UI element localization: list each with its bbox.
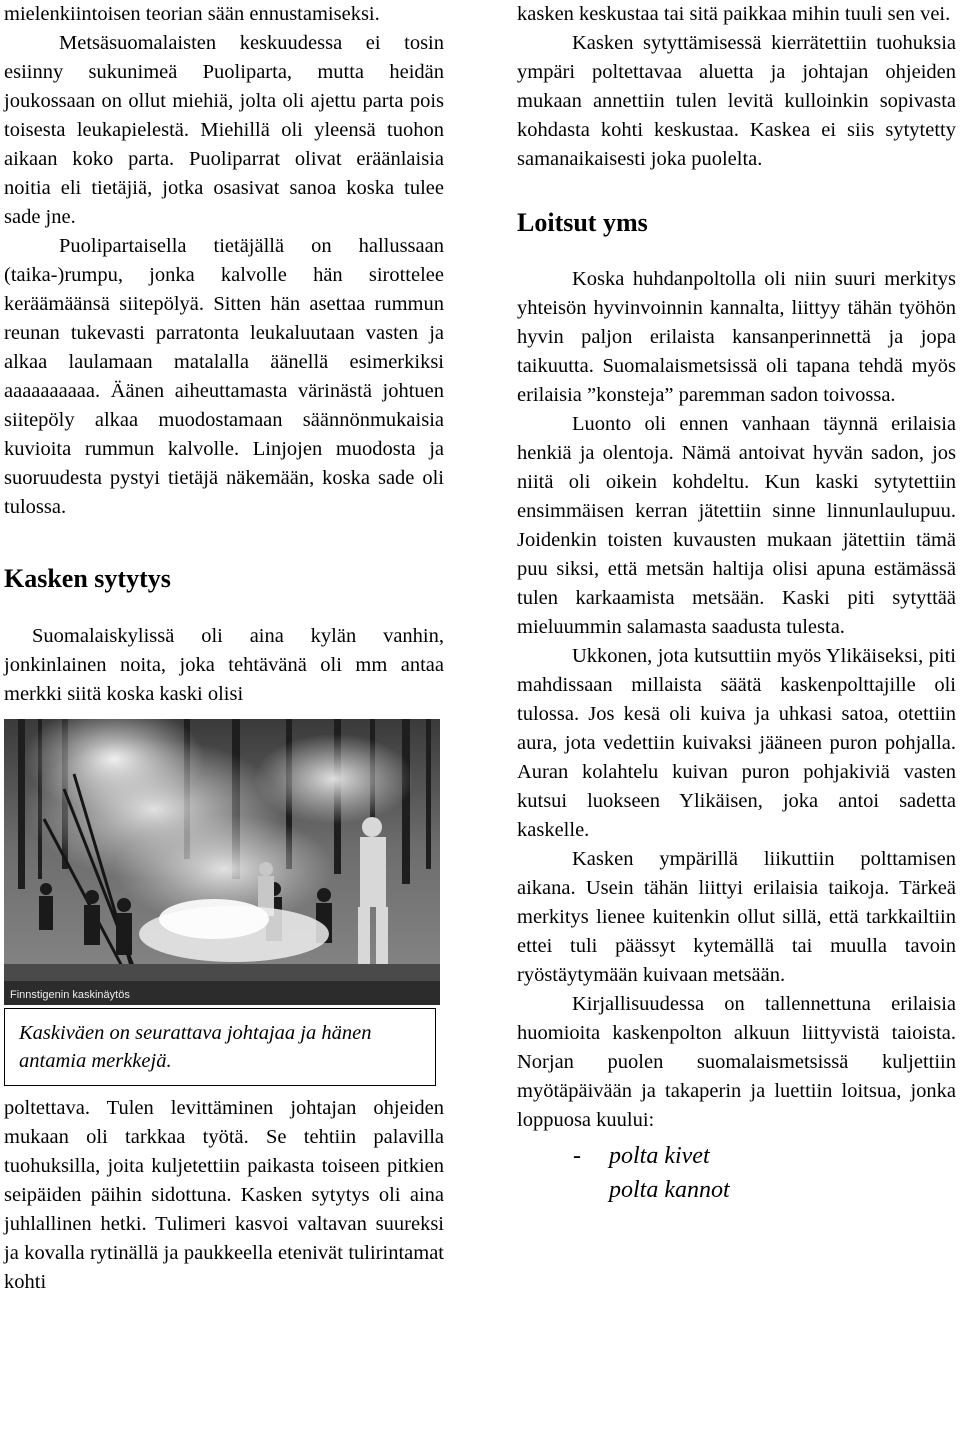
left-column [4, 0, 444, 1297]
photo-image [4, 719, 440, 1005]
paragraph: Luonto oli ennen vanhaan täynnä erilaisia henkiä ja olentoja. Nämä antoivat hyvän sadon, jos niitä oli oikein kohdeltu. Kun kaski sytytettiin ensimmäisen kerran jätettiin sinne linnunlaulupuu. Joidenkin toisten kuvausten mukaan jätettiin tämä puu siksi, että metsän haltija olisi apuna estämässä tulen karkaamista metsään. Kaski piti sytyttää mieluummin salamasta saadusta tulesta. [517, 413, 956, 638]
paragraph: Suomalaiskylissä oli aina kylän vanhin, jonkinlainen noita, joka tehtävänä oli mm antaa merkki siitä koska kaski olisi [4, 625, 444, 705]
paragraph: Puolipartaisella tietäjällä on hallussaan (taika-)rumpu, jonka kalvolle hän sirottelee keräämäänsä siitepölyä. Sitten hän asettaa rummun reunan tukevasti parratonta leukaluutaan vasten ja alkaa laulamaan matalalla äänellä esimerkiksi aaaaaaaaaa. Äänen aiheuttamasta värinästä johtuen siitepöly alkaa muodostamaan säännönmukaisia kuvioita rummun kalvolle. Linjojen muodosta ja suoruudesta pystyi tietäjä näkemään, koska sade oli tulossa. [4, 235, 444, 518]
spell-line [573, 1139, 956, 1173]
paragraph: Kirjallisuudessa on tallennettuna erilaisia huomioita kaskenpolton alkuun liittyvistä taioista. Norjan puolen suomalaismetsissä kuljettiin myötäpäivään ja takaperin ja luettiin loitsua, jonka loppuosa kuului: [517, 993, 956, 1131]
paragraph: Kasken ympärillä liikuttiin polttamisen aikana. Usein tähän liittyi erilaisia taikoja. Tärkeä merkitys lienee kuitenkin ollut sillä, että tarkkailtiin ettei tuli päässyt kytemällä tai muulla tavoin ryöstäytymään kuivaan metsään. [517, 848, 956, 986]
spell-verse [573, 1139, 956, 1207]
spell-dash: - [573, 1143, 581, 1169]
section-heading: Kasken sytytys [4, 564, 171, 593]
paragraph: poltettava. Tulen levittäminen johtajan ohjeiden mukaan oli tarkkaa työtä. Se tehtiin palavilla tuohuksilla, joita kuljetettiin paikasta toiseen pitkien seipäiden päihin sidottuna. Kasken sytytys oli aina juhlallinen hetki. Tulimeri kasvoi valtavan suureksi ja kovalla rytinällä ja paukkeella etenivät tulirintamat kohti [4, 1097, 444, 1293]
photo-credit: Finnstigenin kaskinäytös [10, 989, 130, 1001]
spell-line-text: polta kivet [609, 1143, 710, 1169]
paragraph: Metsäsuomalaisten keskuudessa ei tosin esiinny sukunimeä Puoliparta, mutta heidän joukossaan on ollut miehiä, jolta oli ajettu parta pois toisesta leukapielestä. Miehillä oli yleensä tuohon aikaan koko parta. Puoliparrat olivat eräänlaisia noitia eli tietäjiä, jotka osasivat sanoa koska tulee sade jne. [4, 32, 444, 228]
right-column [517, 0, 956, 1207]
slash-and-burn-photo [4, 719, 440, 1005]
paragraph: mielenkiintoisen teorian sään ennustamiseksi. [4, 3, 380, 25]
paragraph: Ukkonen, jota kutsuttiin myös Ylikäiseksi, piti mahdissaan millaista säätä kaskenpolttajille oli tulossa. Jos kesä oli kuiva ja uhkasi satoa, otettiin aura, jota vedettiin kuivaksi jääneen puron pohjalla. Auran kolahtelu kuivan puron pohjakiviä vasten kutsui luokseen Ylikäisen, joka antoi sadetta kaskelle. [517, 645, 956, 841]
paragraph: Kasken sytyttämisessä kierrätettiin tuohuksia ympäri poltettavaa aluetta ja johtajan ohjeiden mukaan annettiin tulen levitä kulloinkin sopivasta kohdasta kohti keskustaa. Kaskea ei siis sytytetty samanaikaisesti joka puolelta. [517, 32, 956, 170]
paragraph: Koska huhdanpoltolla oli niin suuri merkitys yhteisön hyvinvoinnin kannalta, liittyy tähän työhön hyvin paljon erilaista kansanperinnettä ja jopa taikuutta. Suomalaismetsissä oli tapana tehdä myös erilaisia ”konsteja” paremman sadon toivossa. [517, 268, 956, 406]
photo-caption: Kaskiväen on seurattava johtajaa ja hänen antamia merkkejä. [4, 1008, 436, 1086]
paragraph: kasken keskustaa tai sitä paikkaa mihin tuuli sen vei. [517, 3, 951, 25]
spell-line-text: polta kannot [609, 1177, 730, 1203]
spell-line [573, 1173, 956, 1207]
section-heading: Loitsut yms [517, 208, 648, 237]
